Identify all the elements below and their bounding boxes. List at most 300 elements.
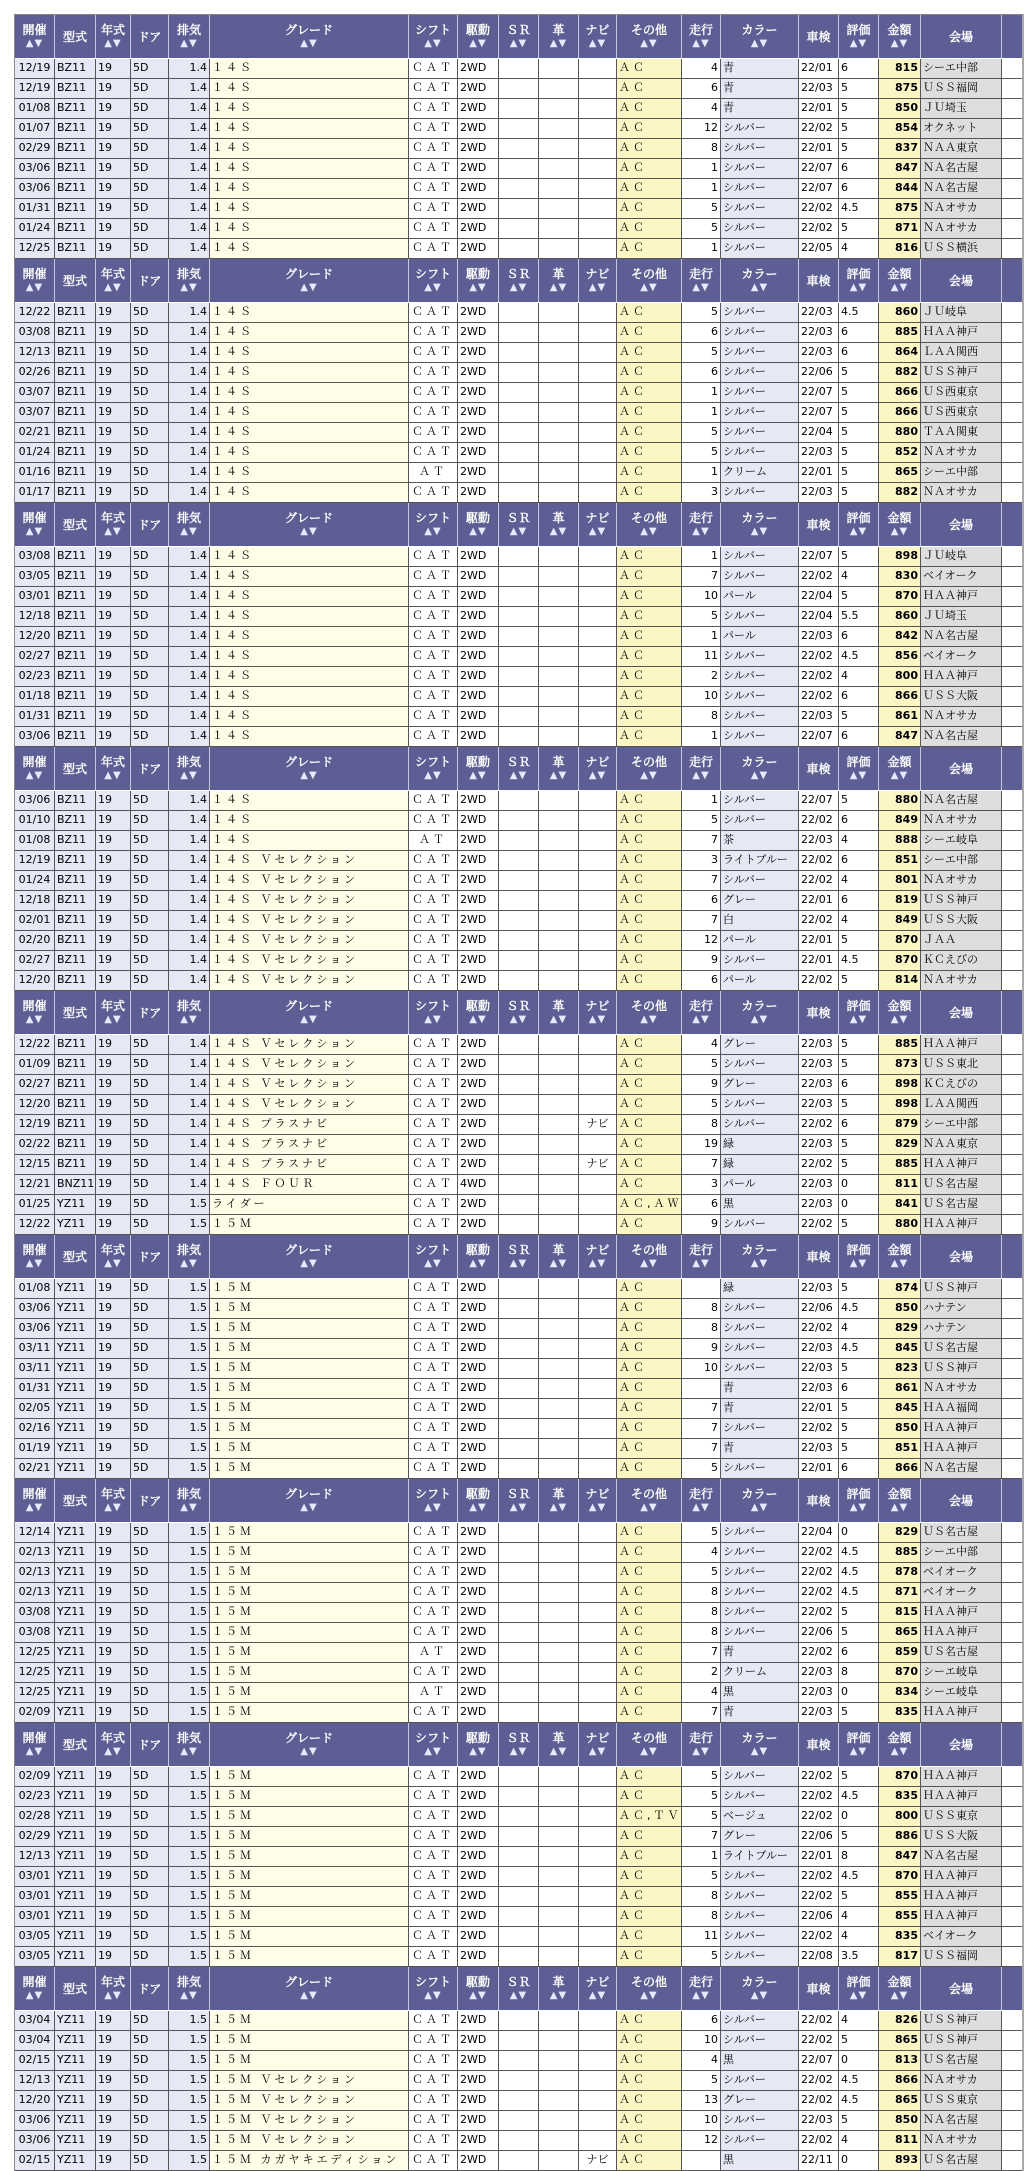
header-sonota[interactable]	[617, 503, 682, 546]
header-kudo[interactable]	[458, 1479, 499, 1522]
header-hyoka[interactable]	[839, 1723, 879, 1766]
header-nenshiki[interactable]	[96, 747, 131, 790]
sort-arrows-icon[interactable]: ▲▼	[104, 1013, 122, 1025]
header-hyoka[interactable]	[839, 259, 879, 302]
table-row[interactable]	[15, 1419, 1022, 1439]
sort-arrows-icon[interactable]: ▲▼	[750, 525, 769, 537]
header-kawa[interactable]	[539, 747, 579, 790]
header-kingaku[interactable]	[879, 747, 921, 790]
table-row[interactable]	[15, 1907, 1022, 1927]
header-kingaku[interactable]	[879, 991, 921, 1034]
sort-arrows-icon[interactable]: ▲▼	[424, 1013, 442, 1025]
table-row[interactable]	[15, 303, 1022, 323]
sort-arrows-icon[interactable]: ▲▼	[104, 1257, 122, 1269]
sort-arrows-icon[interactable]: ▲▼	[469, 1989, 487, 2001]
sort-arrows-icon[interactable]: ▲▼	[549, 1013, 568, 1025]
sort-arrows-icon[interactable]: ▲▼	[424, 37, 442, 49]
table-row[interactable]	[15, 443, 1022, 463]
table-row[interactable]	[15, 1399, 1022, 1419]
sort-arrows-icon[interactable]: ▲▼	[300, 1013, 318, 1025]
sort-arrows-icon[interactable]: ▲▼	[849, 525, 868, 537]
sort-arrows-icon[interactable]: ▲▼	[588, 281, 607, 293]
header-nenshiki[interactable]	[96, 15, 131, 58]
sort-arrows-icon[interactable]: ▲▼	[180, 1501, 198, 1513]
header-kaisai[interactable]	[15, 991, 55, 1034]
table-row[interactable]	[15, 951, 1022, 971]
sort-arrows-icon[interactable]: ▲▼	[25, 769, 44, 781]
table-row[interactable]	[15, 1543, 1022, 1563]
sort-arrows-icon[interactable]: ▲▼	[509, 37, 528, 49]
header-haiki[interactable]	[169, 1235, 210, 1278]
table-row[interactable]	[15, 1175, 1022, 1195]
header-shift[interactable]	[409, 1479, 458, 1522]
header-nenshiki[interactable]	[96, 1723, 131, 1766]
header-soko[interactable]	[682, 1235, 721, 1278]
table-row[interactable]	[15, 1035, 1022, 1055]
header-haiki[interactable]	[169, 259, 210, 302]
table-row[interactable]	[15, 971, 1022, 991]
header-grade[interactable]	[210, 991, 409, 1034]
header-sonota[interactable]	[617, 15, 682, 58]
sort-arrows-icon[interactable]: ▲▼	[588, 1257, 607, 1269]
sort-arrows-icon[interactable]: ▲▼	[25, 1257, 44, 1269]
sort-arrows-icon[interactable]: ▲▼	[750, 1745, 769, 1757]
header-kudo[interactable]	[458, 1723, 499, 1766]
sort-arrows-icon[interactable]: ▲▼	[509, 281, 528, 293]
header-kingaku[interactable]	[879, 1479, 921, 1522]
table-row[interactable]	[15, 607, 1022, 627]
sort-arrows-icon[interactable]: ▲▼	[750, 37, 769, 49]
sort-arrows-icon[interactable]: ▲▼	[180, 281, 198, 293]
sort-arrows-icon[interactable]: ▲▼	[469, 281, 487, 293]
header-sonota[interactable]	[617, 259, 682, 302]
header-kaisai[interactable]	[15, 503, 55, 546]
header-grade[interactable]	[210, 259, 409, 302]
table-row[interactable]	[15, 931, 1022, 951]
sort-arrows-icon[interactable]: ▲▼	[25, 1501, 44, 1513]
table-row[interactable]	[15, 1523, 1022, 1543]
sort-arrows-icon[interactable]: ▲▼	[469, 1257, 487, 1269]
sort-arrows-icon[interactable]: ▲▼	[549, 1745, 568, 1757]
header-navi[interactable]	[579, 1723, 617, 1766]
table-row[interactable]	[15, 911, 1022, 931]
table-row[interactable]	[15, 1643, 1022, 1663]
table-row[interactable]	[15, 1887, 1022, 1907]
header-hyoka[interactable]	[839, 15, 879, 58]
sort-arrows-icon[interactable]: ▲▼	[890, 525, 909, 537]
sort-arrows-icon[interactable]: ▲▼	[180, 1013, 198, 1025]
header-sr[interactable]	[499, 1479, 539, 1522]
header-sr[interactable]	[499, 503, 539, 546]
header-kudo[interactable]	[458, 1967, 499, 2010]
table-row[interactable]	[15, 1927, 1022, 1947]
sort-arrows-icon[interactable]: ▲▼	[549, 769, 568, 781]
sort-arrows-icon[interactable]: ▲▼	[849, 37, 868, 49]
table-row[interactable]	[15, 647, 1022, 667]
header-navi[interactable]	[579, 747, 617, 790]
table-row[interactable]	[15, 587, 1022, 607]
table-row[interactable]	[15, 323, 1022, 343]
header-kingaku[interactable]	[879, 259, 921, 302]
sort-arrows-icon[interactable]: ▲▼	[692, 1013, 710, 1025]
sort-arrows-icon[interactable]: ▲▼	[469, 37, 487, 49]
sort-arrows-icon[interactable]: ▲▼	[180, 1989, 198, 2001]
table-row[interactable]	[15, 2051, 1022, 2071]
sort-arrows-icon[interactable]: ▲▼	[509, 1013, 528, 1025]
table-row[interactable]	[15, 791, 1022, 811]
header-hyoka[interactable]	[839, 503, 879, 546]
sort-arrows-icon[interactable]: ▲▼	[549, 1989, 568, 2001]
table-row[interactable]	[15, 119, 1022, 139]
table-row[interactable]	[15, 179, 1022, 199]
header-kawa[interactable]	[539, 1723, 579, 1766]
table-row[interactable]	[15, 463, 1022, 483]
table-row[interactable]	[15, 79, 1022, 99]
sort-arrows-icon[interactable]: ▲▼	[849, 1501, 868, 1513]
header-sr[interactable]	[499, 1723, 539, 1766]
sort-arrows-icon[interactable]: ▲▼	[300, 37, 318, 49]
sort-arrows-icon[interactable]: ▲▼	[104, 525, 122, 537]
header-grade[interactable]	[210, 1479, 409, 1522]
table-row[interactable]	[15, 1195, 1022, 1215]
sort-arrows-icon[interactable]: ▲▼	[300, 281, 318, 293]
sort-arrows-icon[interactable]: ▲▼	[424, 769, 442, 781]
table-row[interactable]	[15, 1947, 1022, 1967]
table-row[interactable]	[15, 2091, 1022, 2111]
table-row[interactable]	[15, 2111, 1022, 2131]
sort-arrows-icon[interactable]: ▲▼	[692, 769, 710, 781]
sort-arrows-icon[interactable]: ▲▼	[640, 525, 658, 537]
header-grade[interactable]	[210, 503, 409, 546]
header-hyoka[interactable]	[839, 1967, 879, 2010]
header-kudo[interactable]	[458, 259, 499, 302]
header-navi[interactable]	[579, 15, 617, 58]
sort-arrows-icon[interactable]: ▲▼	[692, 1989, 710, 2001]
table-row[interactable]	[15, 1787, 1022, 1807]
sort-arrows-icon[interactable]: ▲▼	[890, 1989, 909, 2001]
header-color[interactable]	[721, 747, 799, 790]
header-haiki[interactable]	[169, 991, 210, 1034]
sort-arrows-icon[interactable]: ▲▼	[640, 1989, 658, 2001]
header-kaisai[interactable]	[15, 747, 55, 790]
sort-arrows-icon[interactable]: ▲▼	[300, 525, 318, 537]
sort-arrows-icon[interactable]: ▲▼	[750, 281, 769, 293]
sort-arrows-icon[interactable]: ▲▼	[104, 37, 122, 49]
sort-arrows-icon[interactable]: ▲▼	[509, 769, 528, 781]
table-row[interactable]	[15, 567, 1022, 587]
table-row[interactable]	[15, 159, 1022, 179]
sort-arrows-icon[interactable]: ▲▼	[890, 1501, 909, 1513]
header-kaisai[interactable]	[15, 1235, 55, 1278]
sort-arrows-icon[interactable]: ▲▼	[549, 1257, 568, 1269]
table-row[interactable]	[15, 1135, 1022, 1155]
table-row[interactable]	[15, 1299, 1022, 1319]
header-sonota[interactable]	[617, 747, 682, 790]
header-kaisai[interactable]	[15, 15, 55, 58]
sort-arrows-icon[interactable]: ▲▼	[104, 1989, 122, 2001]
sort-arrows-icon[interactable]: ▲▼	[469, 525, 487, 537]
sort-arrows-icon[interactable]: ▲▼	[104, 769, 122, 781]
header-color[interactable]	[721, 1723, 799, 1766]
sort-arrows-icon[interactable]: ▲▼	[25, 1745, 44, 1757]
table-row[interactable]	[15, 547, 1022, 567]
table-row[interactable]	[15, 1867, 1022, 1887]
header-kawa[interactable]	[539, 259, 579, 302]
sort-arrows-icon[interactable]: ▲▼	[692, 525, 710, 537]
header-kudo[interactable]	[458, 747, 499, 790]
table-row[interactable]	[15, 1095, 1022, 1115]
table-row[interactable]	[15, 1115, 1022, 1135]
sort-arrows-icon[interactable]: ▲▼	[692, 1501, 710, 1513]
header-sonota[interactable]	[617, 1479, 682, 1522]
header-haiki[interactable]	[169, 15, 210, 58]
table-row[interactable]	[15, 363, 1022, 383]
header-sr[interactable]	[499, 991, 539, 1034]
table-row[interactable]	[15, 343, 1022, 363]
header-nenshiki[interactable]	[96, 1235, 131, 1278]
header-sonota[interactable]	[617, 1723, 682, 1766]
sort-arrows-icon[interactable]: ▲▼	[588, 525, 607, 537]
table-row[interactable]	[15, 403, 1022, 423]
sort-arrows-icon[interactable]: ▲▼	[25, 37, 44, 49]
table-row[interactable]	[15, 2151, 1022, 2171]
header-soko[interactable]	[682, 503, 721, 546]
sort-arrows-icon[interactable]: ▲▼	[180, 37, 198, 49]
table-row[interactable]	[15, 1075, 1022, 1095]
header-kudo[interactable]	[458, 503, 499, 546]
header-grade[interactable]	[210, 1967, 409, 2010]
header-grade[interactable]	[210, 747, 409, 790]
sort-arrows-icon[interactable]: ▲▼	[588, 1501, 607, 1513]
header-soko[interactable]	[682, 15, 721, 58]
header-kingaku[interactable]	[879, 1967, 921, 2010]
table-row[interactable]	[15, 1055, 1022, 1075]
header-haiki[interactable]	[169, 747, 210, 790]
header-color[interactable]	[721, 1479, 799, 1522]
header-grade[interactable]	[210, 1235, 409, 1278]
sort-arrows-icon[interactable]: ▲▼	[469, 1013, 487, 1025]
header-soko[interactable]	[682, 259, 721, 302]
header-kaisai[interactable]	[15, 1723, 55, 1766]
sort-arrows-icon[interactable]: ▲▼	[890, 769, 909, 781]
sort-arrows-icon[interactable]: ▲▼	[640, 1745, 658, 1757]
header-grade[interactable]	[210, 1723, 409, 1766]
sort-arrows-icon[interactable]: ▲▼	[509, 525, 528, 537]
sort-arrows-icon[interactable]: ▲▼	[180, 525, 198, 537]
header-soko[interactable]	[682, 1479, 721, 1522]
header-navi[interactable]	[579, 991, 617, 1034]
header-color[interactable]	[721, 503, 799, 546]
header-color[interactable]	[721, 991, 799, 1034]
sort-arrows-icon[interactable]: ▲▼	[424, 1989, 442, 2001]
header-kudo[interactable]	[458, 15, 499, 58]
header-navi[interactable]	[579, 1479, 617, 1522]
header-sr[interactable]	[499, 259, 539, 302]
sort-arrows-icon[interactable]: ▲▼	[25, 1989, 44, 2001]
header-kaisai[interactable]	[15, 1967, 55, 2010]
table-row[interactable]	[15, 1279, 1022, 1299]
sort-arrows-icon[interactable]: ▲▼	[469, 1501, 487, 1513]
header-color[interactable]	[721, 1967, 799, 2010]
header-hyoka[interactable]	[839, 1235, 879, 1278]
header-color[interactable]	[721, 15, 799, 58]
table-row[interactable]	[15, 1767, 1022, 1787]
table-row[interactable]	[15, 1827, 1022, 1847]
sort-arrows-icon[interactable]: ▲▼	[890, 1013, 909, 1025]
sort-arrows-icon[interactable]: ▲▼	[300, 1989, 318, 2001]
sort-arrows-icon[interactable]: ▲▼	[750, 769, 769, 781]
sort-arrows-icon[interactable]: ▲▼	[750, 1989, 769, 2001]
table-row[interactable]	[15, 811, 1022, 831]
sort-arrows-icon[interactable]: ▲▼	[104, 1745, 122, 1757]
header-kawa[interactable]	[539, 503, 579, 546]
header-grade[interactable]	[210, 15, 409, 58]
table-row[interactable]	[15, 2031, 1022, 2051]
header-kingaku[interactable]	[879, 15, 921, 58]
sort-arrows-icon[interactable]: ▲▼	[640, 281, 658, 293]
sort-arrows-icon[interactable]: ▲▼	[588, 37, 607, 49]
table-row[interactable]	[15, 627, 1022, 647]
table-row[interactable]	[15, 99, 1022, 119]
sort-arrows-icon[interactable]: ▲▼	[588, 1989, 607, 2001]
sort-arrows-icon[interactable]: ▲▼	[25, 281, 44, 293]
table-row[interactable]	[15, 59, 1022, 79]
sort-arrows-icon[interactable]: ▲▼	[25, 525, 44, 537]
header-hyoka[interactable]	[839, 991, 879, 1034]
sort-arrows-icon[interactable]: ▲▼	[300, 1745, 318, 1757]
header-nenshiki[interactable]	[96, 991, 131, 1034]
header-haiki[interactable]	[169, 1723, 210, 1766]
sort-arrows-icon[interactable]: ▲▼	[849, 281, 868, 293]
header-color[interactable]	[721, 259, 799, 302]
table-row[interactable]	[15, 1623, 1022, 1643]
header-shift[interactable]	[409, 259, 458, 302]
header-kingaku[interactable]	[879, 1723, 921, 1766]
header-kaisai[interactable]	[15, 259, 55, 302]
header-shift[interactable]	[409, 747, 458, 790]
header-soko[interactable]	[682, 747, 721, 790]
sort-arrows-icon[interactable]: ▲▼	[640, 37, 658, 49]
sort-arrows-icon[interactable]: ▲▼	[104, 1501, 122, 1513]
sort-arrows-icon[interactable]: ▲▼	[588, 769, 607, 781]
table-row[interactable]	[15, 199, 1022, 219]
header-nenshiki[interactable]	[96, 1967, 131, 2010]
table-row[interactable]	[15, 1563, 1022, 1583]
table-row[interactable]	[15, 831, 1022, 851]
sort-arrows-icon[interactable]: ▲▼	[849, 1989, 868, 2001]
sort-arrows-icon[interactable]: ▲▼	[849, 1257, 868, 1269]
header-shift[interactable]	[409, 15, 458, 58]
table-row[interactable]	[15, 687, 1022, 707]
table-row[interactable]	[15, 139, 1022, 159]
table-row[interactable]	[15, 2071, 1022, 2091]
table-row[interactable]	[15, 707, 1022, 727]
sort-arrows-icon[interactable]: ▲▼	[588, 1745, 607, 1757]
sort-arrows-icon[interactable]: ▲▼	[750, 1501, 769, 1513]
sort-arrows-icon[interactable]: ▲▼	[890, 1745, 909, 1757]
header-soko[interactable]	[682, 1967, 721, 2010]
header-sr[interactable]	[499, 1235, 539, 1278]
header-soko[interactable]	[682, 991, 721, 1034]
sort-arrows-icon[interactable]: ▲▼	[424, 1257, 442, 1269]
sort-arrows-icon[interactable]: ▲▼	[549, 281, 568, 293]
table-row[interactable]	[15, 483, 1022, 503]
table-row[interactable]	[15, 2011, 1022, 2031]
sort-arrows-icon[interactable]: ▲▼	[300, 769, 318, 781]
header-haiki[interactable]	[169, 1967, 210, 2010]
sort-arrows-icon[interactable]: ▲▼	[692, 281, 710, 293]
table-row[interactable]	[15, 1663, 1022, 1683]
sort-arrows-icon[interactable]: ▲▼	[890, 37, 909, 49]
sort-arrows-icon[interactable]: ▲▼	[549, 37, 568, 49]
header-kawa[interactable]	[539, 991, 579, 1034]
header-soko[interactable]	[682, 1723, 721, 1766]
header-kudo[interactable]	[458, 1235, 499, 1278]
table-row[interactable]	[15, 1439, 1022, 1459]
table-row[interactable]	[15, 383, 1022, 403]
sort-arrows-icon[interactable]: ▲▼	[469, 769, 487, 781]
header-sr[interactable]	[499, 747, 539, 790]
header-hyoka[interactable]	[839, 747, 879, 790]
sort-arrows-icon[interactable]: ▲▼	[549, 1501, 568, 1513]
header-kawa[interactable]	[539, 1479, 579, 1522]
header-kaisai[interactable]	[15, 1479, 55, 1522]
header-sonota[interactable]	[617, 991, 682, 1034]
sort-arrows-icon[interactable]: ▲▼	[509, 1989, 528, 2001]
table-row[interactable]	[15, 667, 1022, 687]
header-navi[interactable]	[579, 259, 617, 302]
table-row[interactable]	[15, 1807, 1022, 1827]
sort-arrows-icon[interactable]: ▲▼	[640, 769, 658, 781]
sort-arrows-icon[interactable]: ▲▼	[509, 1745, 528, 1757]
header-sr[interactable]	[499, 1967, 539, 2010]
sort-arrows-icon[interactable]: ▲▼	[692, 1745, 710, 1757]
header-kudo[interactable]	[458, 991, 499, 1034]
header-shift[interactable]	[409, 1967, 458, 2010]
table-row[interactable]	[15, 239, 1022, 259]
sort-arrows-icon[interactable]: ▲▼	[424, 525, 442, 537]
table-row[interactable]	[15, 1215, 1022, 1235]
header-kingaku[interactable]	[879, 503, 921, 546]
sort-arrows-icon[interactable]: ▲▼	[104, 281, 122, 293]
sort-arrows-icon[interactable]: ▲▼	[890, 1257, 909, 1269]
table-row[interactable]	[15, 219, 1022, 239]
sort-arrows-icon[interactable]: ▲▼	[549, 525, 568, 537]
sort-arrows-icon[interactable]: ▲▼	[640, 1501, 658, 1513]
header-kawa[interactable]	[539, 1967, 579, 2010]
header-nenshiki[interactable]	[96, 259, 131, 302]
sort-arrows-icon[interactable]: ▲▼	[469, 1745, 487, 1757]
table-row[interactable]	[15, 727, 1022, 747]
header-shift[interactable]	[409, 1723, 458, 1766]
sort-arrows-icon[interactable]: ▲▼	[509, 1501, 528, 1513]
sort-arrows-icon[interactable]: ▲▼	[692, 37, 710, 49]
header-navi[interactable]	[579, 1967, 617, 2010]
header-kawa[interactable]	[539, 15, 579, 58]
header-kingaku[interactable]	[879, 1235, 921, 1278]
sort-arrows-icon[interactable]: ▲▼	[180, 1745, 198, 1757]
sort-arrows-icon[interactable]: ▲▼	[890, 281, 909, 293]
sort-arrows-icon[interactable]: ▲▼	[300, 1257, 318, 1269]
header-color[interactable]	[721, 1235, 799, 1278]
sort-arrows-icon[interactable]: ▲▼	[25, 1013, 44, 1025]
header-sonota[interactable]	[617, 1967, 682, 2010]
sort-arrows-icon[interactable]: ▲▼	[180, 769, 198, 781]
header-navi[interactable]	[579, 503, 617, 546]
header-hyoka[interactable]	[839, 1479, 879, 1522]
table-row[interactable]	[15, 2131, 1022, 2151]
table-row[interactable]	[15, 1339, 1022, 1359]
